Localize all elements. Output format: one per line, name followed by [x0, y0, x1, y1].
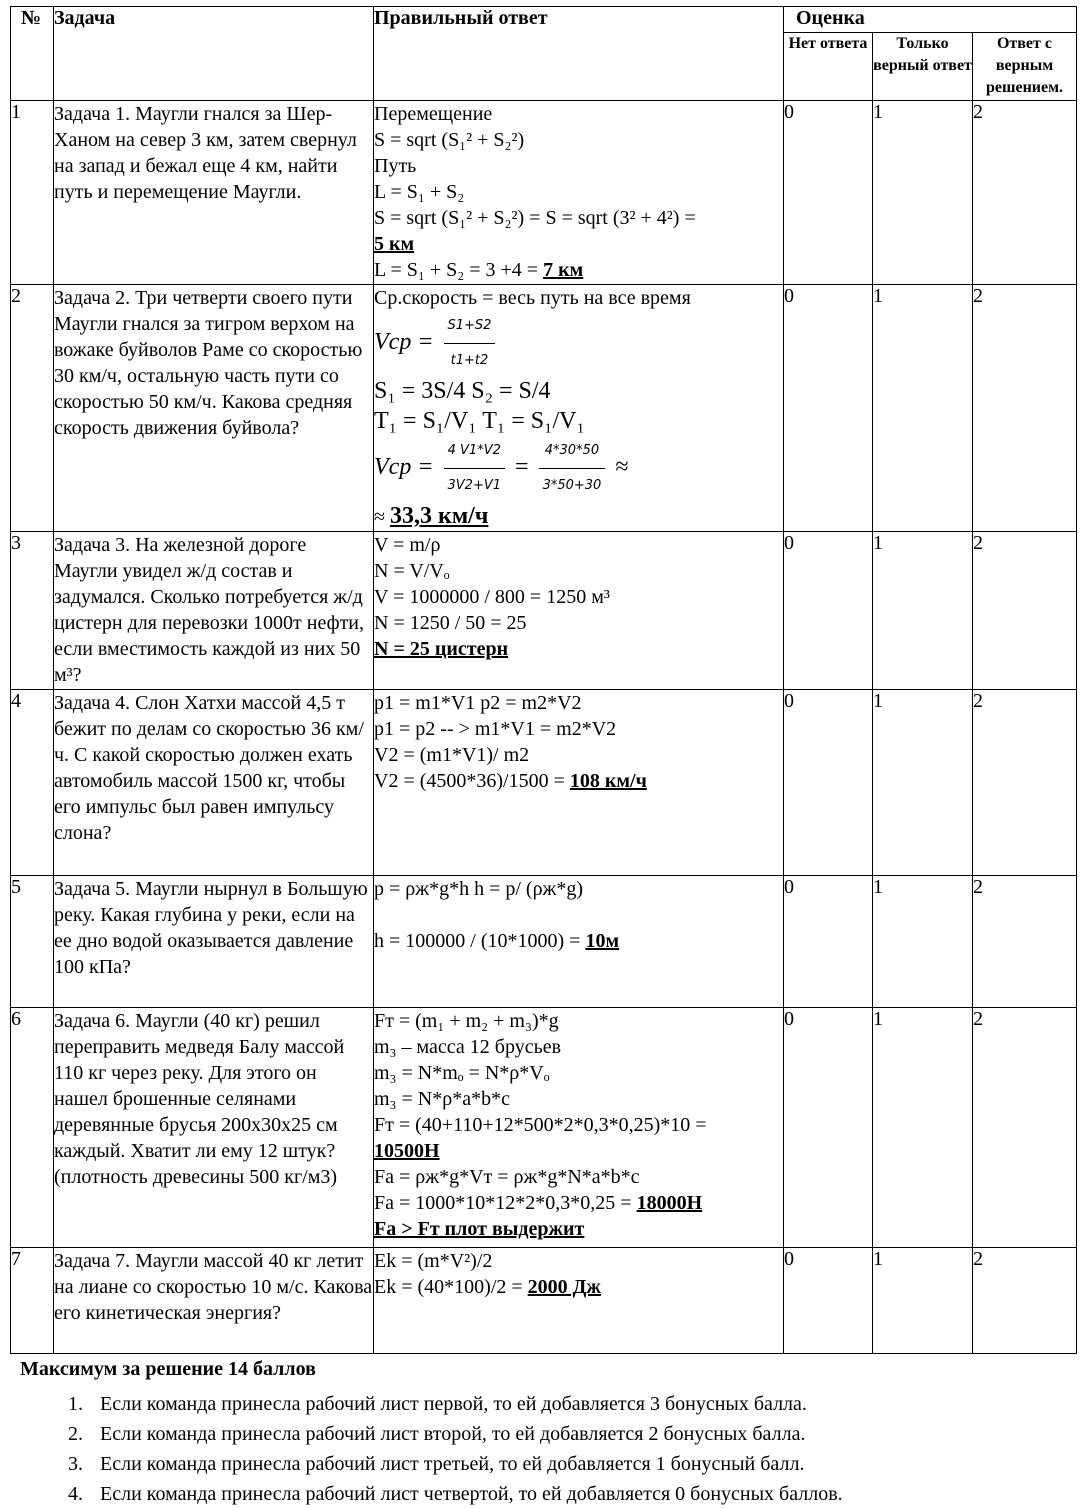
denominator: 3*50+30: [542, 478, 602, 493]
equals-sign: =: [515, 454, 529, 481]
max-score-title: Максимум за решение 14 баллов: [20, 1358, 316, 1380]
row-number: 5: [11, 876, 54, 1008]
row-number: 2: [11, 285, 54, 532]
answer-cell: [374, 690, 784, 876]
row-number: 7: [11, 1248, 54, 1354]
header-score-none: Нет ответа: [784, 33, 873, 101]
score-only: 1: [873, 532, 973, 690]
numerator: 4 V1*V2: [444, 436, 506, 469]
answer-text: V2 = (4500*36)/1500 =: [374, 770, 570, 792]
answer-cell: [374, 101, 784, 285]
answer-line: L = S₁ + S₂: [374, 181, 465, 203]
header-num: №: [11, 7, 54, 101]
answer-result: 10м: [585, 930, 620, 952]
score-none: 0: [784, 690, 873, 876]
table-row: [11, 532, 1077, 690]
answer-line: N = V/Vₒ: [374, 560, 450, 582]
fraction: [444, 436, 506, 501]
answer-line: S = sqrt (S₁² + S₂²): [374, 129, 525, 151]
score-none: 0: [784, 532, 873, 690]
answer-text: L = S₁ + S₂ = 3 +4 =: [374, 259, 544, 281]
answer-line: Ek = (m*V²)/2: [374, 1250, 493, 1272]
denominator: 3V2+V1: [447, 478, 502, 493]
task-text: Задача 7. Маугли массой 40 кг летит на лиане со скоростью 10 м/с. Какова его кинетическая энергия?: [54, 1248, 374, 1354]
score-full: 2: [973, 532, 1077, 690]
table-row: [11, 876, 1077, 1008]
answer-line: V = m/ρ: [374, 534, 441, 556]
answer-result: N = 25 цистерн: [374, 638, 509, 660]
answer-line: V = 1000000 / 800 = 1250 м³: [374, 586, 610, 608]
task-text: Задача 5. Маугли нырнул в Большую реку. Какая глубина у реки, если на ее дно водой оказывается давление 100 кПа?: [54, 876, 374, 1008]
table-row: [11, 690, 1077, 876]
header-score-only: Только верный ответ: [873, 33, 973, 101]
table-row: [11, 101, 1077, 285]
approx-sign: ≈: [615, 454, 629, 481]
score-full: 2: [973, 1248, 1077, 1354]
answer-cell: [374, 1008, 784, 1248]
answer-line: Перемещение: [374, 103, 493, 125]
answer-text: h = 100000 / (10*1000) =: [374, 930, 586, 952]
task-text: Задача 4. Слон Хатхи массой 4,5 т бежит по делам со скоростью 36 км/ч. С какой скоростью должен ехать автомобиль массой 1500 кг, чтобы его импульс был равен импульсу слона?: [54, 690, 374, 876]
task-text: Задача 6. Маугли (40 кг) решил переправить медведя Балу массой 110 кг через реку. Для этого он нашел брошенные селянами деревянные брусья 200х30х25 см каждый. Хватит ли ему 12 штук? (плотность древесины 500 кг/м3): [54, 1008, 374, 1248]
answer-line: m₃ = N*mₒ = N*ρ*Vₒ: [374, 1062, 550, 1084]
answer-line: Fт = (m₁ + m₂ + m₃)*g: [374, 1010, 559, 1032]
header-score: Оценка: [784, 7, 1077, 33]
task-text: Задача 2. Три четверти своего пути Маугли гнался за тигром верхом на вожаке буйволов Раме со скоростью 30 км/ч, остальную часть пути со скоростью 50 км/ч. Какова средняя скорость движения буйвола?: [54, 285, 374, 532]
answer-result: Fа > Fт плот выдержит: [374, 1218, 585, 1240]
score-only: 1: [873, 876, 973, 1008]
answer-result: 108 км/ч: [569, 770, 647, 792]
row-number: 4: [11, 690, 54, 876]
answer-result: 18000Н: [636, 1192, 703, 1214]
answer-cell: [374, 1248, 784, 1354]
numerator: S1+S2: [444, 311, 496, 344]
answer-line: S₁ = 3S/4 S₂ = S/4: [374, 378, 551, 404]
header-answer: Правильный ответ: [374, 7, 784, 101]
score-none: 0: [784, 876, 873, 1008]
fraction: [444, 311, 496, 376]
answer-line: p1 = p2 -- > m1*V1 = m2*V2: [374, 718, 617, 740]
answer-line: T₁ = S₁/V₁ T₁ = S₁/V₁: [374, 408, 585, 434]
answer-line: V2 = (m1*V1)/ m2: [374, 744, 530, 766]
answer-result: 7 км: [543, 259, 584, 281]
row-number: 1: [11, 101, 54, 285]
score-only: 1: [873, 285, 973, 532]
answer-line: [374, 1274, 783, 1300]
list-item: 4. Если команда принесла рабочий лист четвертой, то ей добавляется 0 бонусных баллов.: [88, 1479, 1076, 1509]
answer-result: 5 км: [374, 233, 415, 255]
answer-key-table: [10, 6, 1077, 1354]
answer-line: m₃ = N*ρ*a*b*c: [374, 1088, 510, 1110]
header-row: [11, 7, 1077, 33]
answer-line: [374, 928, 783, 954]
formula-text: Vср =: [374, 329, 434, 356]
fraction: [539, 436, 606, 501]
table-row: [11, 1248, 1077, 1354]
answer-line: [374, 1190, 783, 1216]
score-none: 0: [784, 1008, 873, 1248]
score-none: 0: [784, 101, 873, 285]
score-full: 2: [973, 1008, 1077, 1248]
table-row: [11, 285, 1077, 532]
header-score-full: Ответ с верным решением.: [973, 33, 1077, 101]
document-page: [10, 6, 1076, 1509]
score-only: 1: [873, 690, 973, 876]
denominator: t1+t2: [450, 353, 489, 368]
row-number: 3: [11, 532, 54, 690]
answer-line: Ср.скорость = весь путь на все время: [374, 287, 691, 309]
answer-result: 2000 Дж: [527, 1276, 601, 1298]
answer-text: Fа = 1000*10*12*2*0,3*0,25 =: [374, 1192, 637, 1214]
score-full: 2: [973, 876, 1077, 1008]
score-only: 1: [873, 1248, 973, 1354]
list-item: 3. Если команда принесла рабочий лист третьей, то ей добавляется 1 бонусный балл.: [88, 1449, 1076, 1479]
score-only: 1: [873, 1008, 973, 1248]
numerator: 4*30*50: [539, 436, 606, 469]
task-text: Задача 1. Маугли гнался за Шер-Ханом на север 3 км, затем свернул на запад и бежал еще 4 км, найти путь и перемещение Маугли.: [54, 101, 374, 285]
answer-line: Fт = (40+110+12*500*2*0,3*0,25)*10 =: [374, 1114, 707, 1136]
header-task: Задача: [54, 7, 374, 101]
answer-line: [374, 768, 783, 794]
answer-text: Ek = (40*100)/2 =: [374, 1276, 528, 1298]
score-none: 0: [784, 1248, 873, 1354]
formula-text: Vср =: [374, 454, 434, 481]
answer-result: 10500Н: [374, 1140, 440, 1162]
formula-line: [374, 311, 783, 376]
answer-line: [374, 501, 783, 531]
answer-cell: [374, 532, 784, 690]
answer-cell: [374, 876, 784, 1008]
answer-line: p1 = m1*V1 p2 = m2*V2: [374, 692, 582, 714]
list-item: 1. Если команда принесла рабочий лист первой, то ей добавляется 3 бонусных балла.: [88, 1389, 1076, 1419]
answer-line: m₃ – масса 12 брусьев: [374, 1036, 562, 1058]
task-text: Задача 3. На железной дороге Маугли увидел ж/д состав и задумался. Сколько потребуется ж/д цистерн для перевозки 1000т нефти, если вместимость каждой из них 50 м³?: [54, 532, 374, 690]
answer-line: Путь: [374, 155, 417, 177]
formula-line: [374, 436, 783, 501]
score-full: 2: [973, 285, 1077, 532]
table-row: [11, 1008, 1077, 1248]
row-number: 6: [11, 1008, 54, 1248]
bonus-notes-list: [10, 1389, 1076, 1509]
answer-line: [374, 257, 783, 283]
answer-line: p = ρж*g*h h = p/ (ρж*g): [374, 878, 584, 900]
answer-line: N = 1250 / 50 = 25: [374, 612, 527, 634]
answer-cell: [374, 285, 784, 532]
score-only: 1: [873, 101, 973, 285]
answer-line: Fа = ρж*g*Vт = ρж*g*N*a*b*c: [374, 1166, 640, 1188]
answer-line: S = sqrt (S₁² + S₂²) = S = sqrt (3² + 4²) =: [374, 207, 696, 229]
answer-text: ≈: [374, 506, 390, 528]
blank-line: [374, 902, 783, 928]
score-full: 2: [973, 101, 1077, 285]
list-item: 2. Если команда принесла рабочий лист второй, то ей добавляется 2 бонусных балла.: [88, 1419, 1076, 1449]
answer-result: 33,3 км/ч: [389, 503, 489, 529]
score-none: 0: [784, 285, 873, 532]
score-full: 2: [973, 690, 1077, 876]
